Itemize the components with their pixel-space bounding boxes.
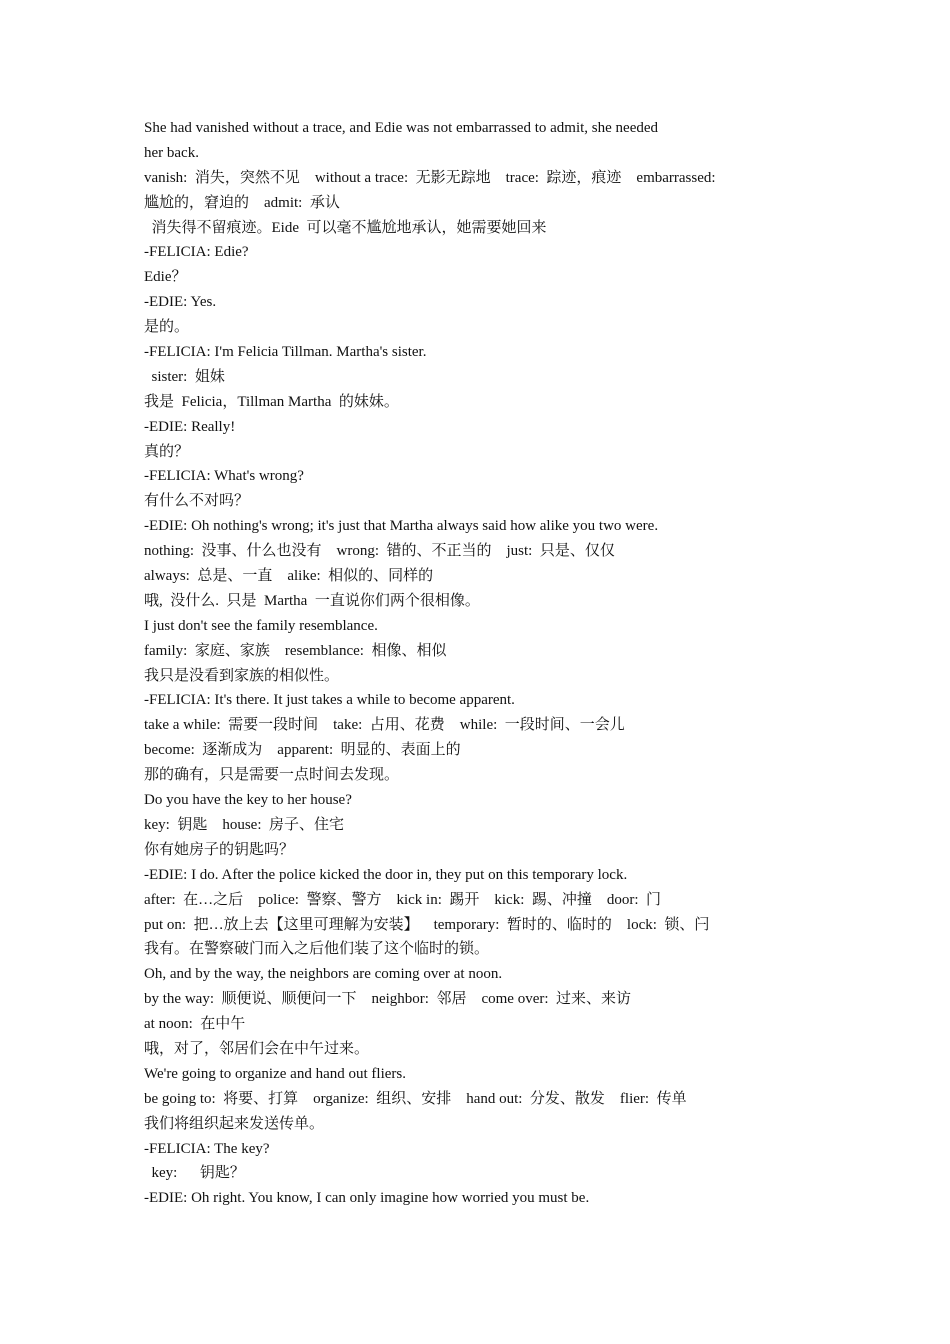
- text-line: 哦, 没什么. 只是 Martha 一直说你们两个很相像。: [144, 592, 480, 609]
- text-line: -EDIE: Oh nothing's wrong; it's just that Martha always said how alike you two were.: [144, 518, 659, 535]
- text-line: 我有。在警察破门而入之后他们装了这个临时的锁。: [144, 941, 490, 958]
- text-line: become: 逐渐成为 apparent: 明显的、表面上的: [144, 742, 461, 759]
- text-line: at noon: 在中午: [144, 1016, 246, 1033]
- text-line: We're going to organize and hand out fliers.: [144, 1065, 406, 1082]
- text-line: 尴尬的，窘迫的 admit: 承认: [144, 194, 340, 211]
- text-line: 我只是没看到家族的相似性。: [144, 667, 340, 684]
- text-line: -FELICIA: I'm Felicia Tillman. Martha's sister.: [144, 344, 427, 361]
- text-line: -FELICIA: What's wrong?: [144, 468, 304, 485]
- text-line: -FELICIA: It's there. It just takes a while to become apparent.: [144, 692, 515, 709]
- text-line: Oh, and by the way, the neighbors are coming over at noon.: [144, 966, 503, 983]
- text-line: 那的确有，只是需要一点时间去发现。: [144, 767, 400, 784]
- text-line: family: 家庭、家族 resemblance: 相像、相似: [144, 642, 447, 659]
- text-line: -EDIE: Really!: [144, 418, 236, 435]
- text-line: I just don't see the family resemblance.: [144, 617, 378, 634]
- text-line: -EDIE: I do. After the police kicked the door in, they put on this temporary lock.: [144, 866, 628, 883]
- text-line: -FELICIA: The key?: [144, 1140, 270, 1157]
- text-line: nothing: 没事、什么也没有 wrong: 错的、不正当的 just: 只是、仅仅: [144, 543, 615, 560]
- text-line: 我们将组织起来发送传单。: [144, 1115, 325, 1132]
- text-line: 你有她房子的钥匙吗？: [144, 841, 295, 858]
- text-line: vanish: 消失，突然不见 without a trace: 无影无踪地 trace: 踪迹，痕迹 embarrassed:: [144, 169, 716, 186]
- text-line: key: 钥匙 house: 房子、住宅: [144, 816, 344, 833]
- text-line: put on: 把…放上去【这里可理解为安装】 temporary: 暂时的、临时的 lock: 锁、闩: [144, 916, 710, 933]
- text-line: her back.: [144, 144, 199, 161]
- text-line: -EDIE: Oh right. You know, I can only imagine how worried you must be.: [144, 1190, 590, 1207]
- text-line: after: 在…之后 police: 警察、警方 kick in: 踢开 kick: 踢、冲撞 door: 门: [144, 891, 662, 908]
- text-line: 哦，对了，邻居们会在中午过来。: [144, 1040, 370, 1057]
- text-line: be going to: 将要、打算 organize: 组织、安排 hand out: 分发、散发 flier: 传单: [144, 1090, 687, 1107]
- text-line: Do you have the key to her house?: [144, 792, 352, 809]
- text-line: 真的？: [144, 443, 190, 460]
- text-line: She had vanished without a trace, and Edie was not embarrassed to admit, she needed: [144, 120, 659, 136]
- text-line: 有什么不对吗？: [144, 493, 250, 510]
- text-line: always: 总是、一直 alike: 相似的、同样的: [144, 568, 434, 585]
- text-line: take a while: 需要一段时间 take: 占用、花费 while: 一段时间、一会儿: [144, 717, 625, 734]
- text-line: key: 钥匙？: [144, 1165, 245, 1182]
- text-line: sister: 姐妹: [144, 368, 225, 385]
- text-line: -EDIE: Yes.: [144, 294, 217, 311]
- text-line: 消失得不留痕迹。Eide 可以毫不尴尬地承认，她需要她回来: [144, 219, 547, 236]
- text-line: by the way: 顺便说、顺便问一下 neighbor: 邻居 come over: 过来、来访: [144, 991, 632, 1008]
- text-line: Edie？: [144, 269, 187, 286]
- document-body: [144, 116, 804, 1211]
- text-line: -FELICIA: Edie?: [144, 244, 249, 261]
- text-line: 是的。: [144, 319, 190, 336]
- text-line: 我是 Felicia，Tillman Martha 的妹妹。: [144, 393, 399, 410]
